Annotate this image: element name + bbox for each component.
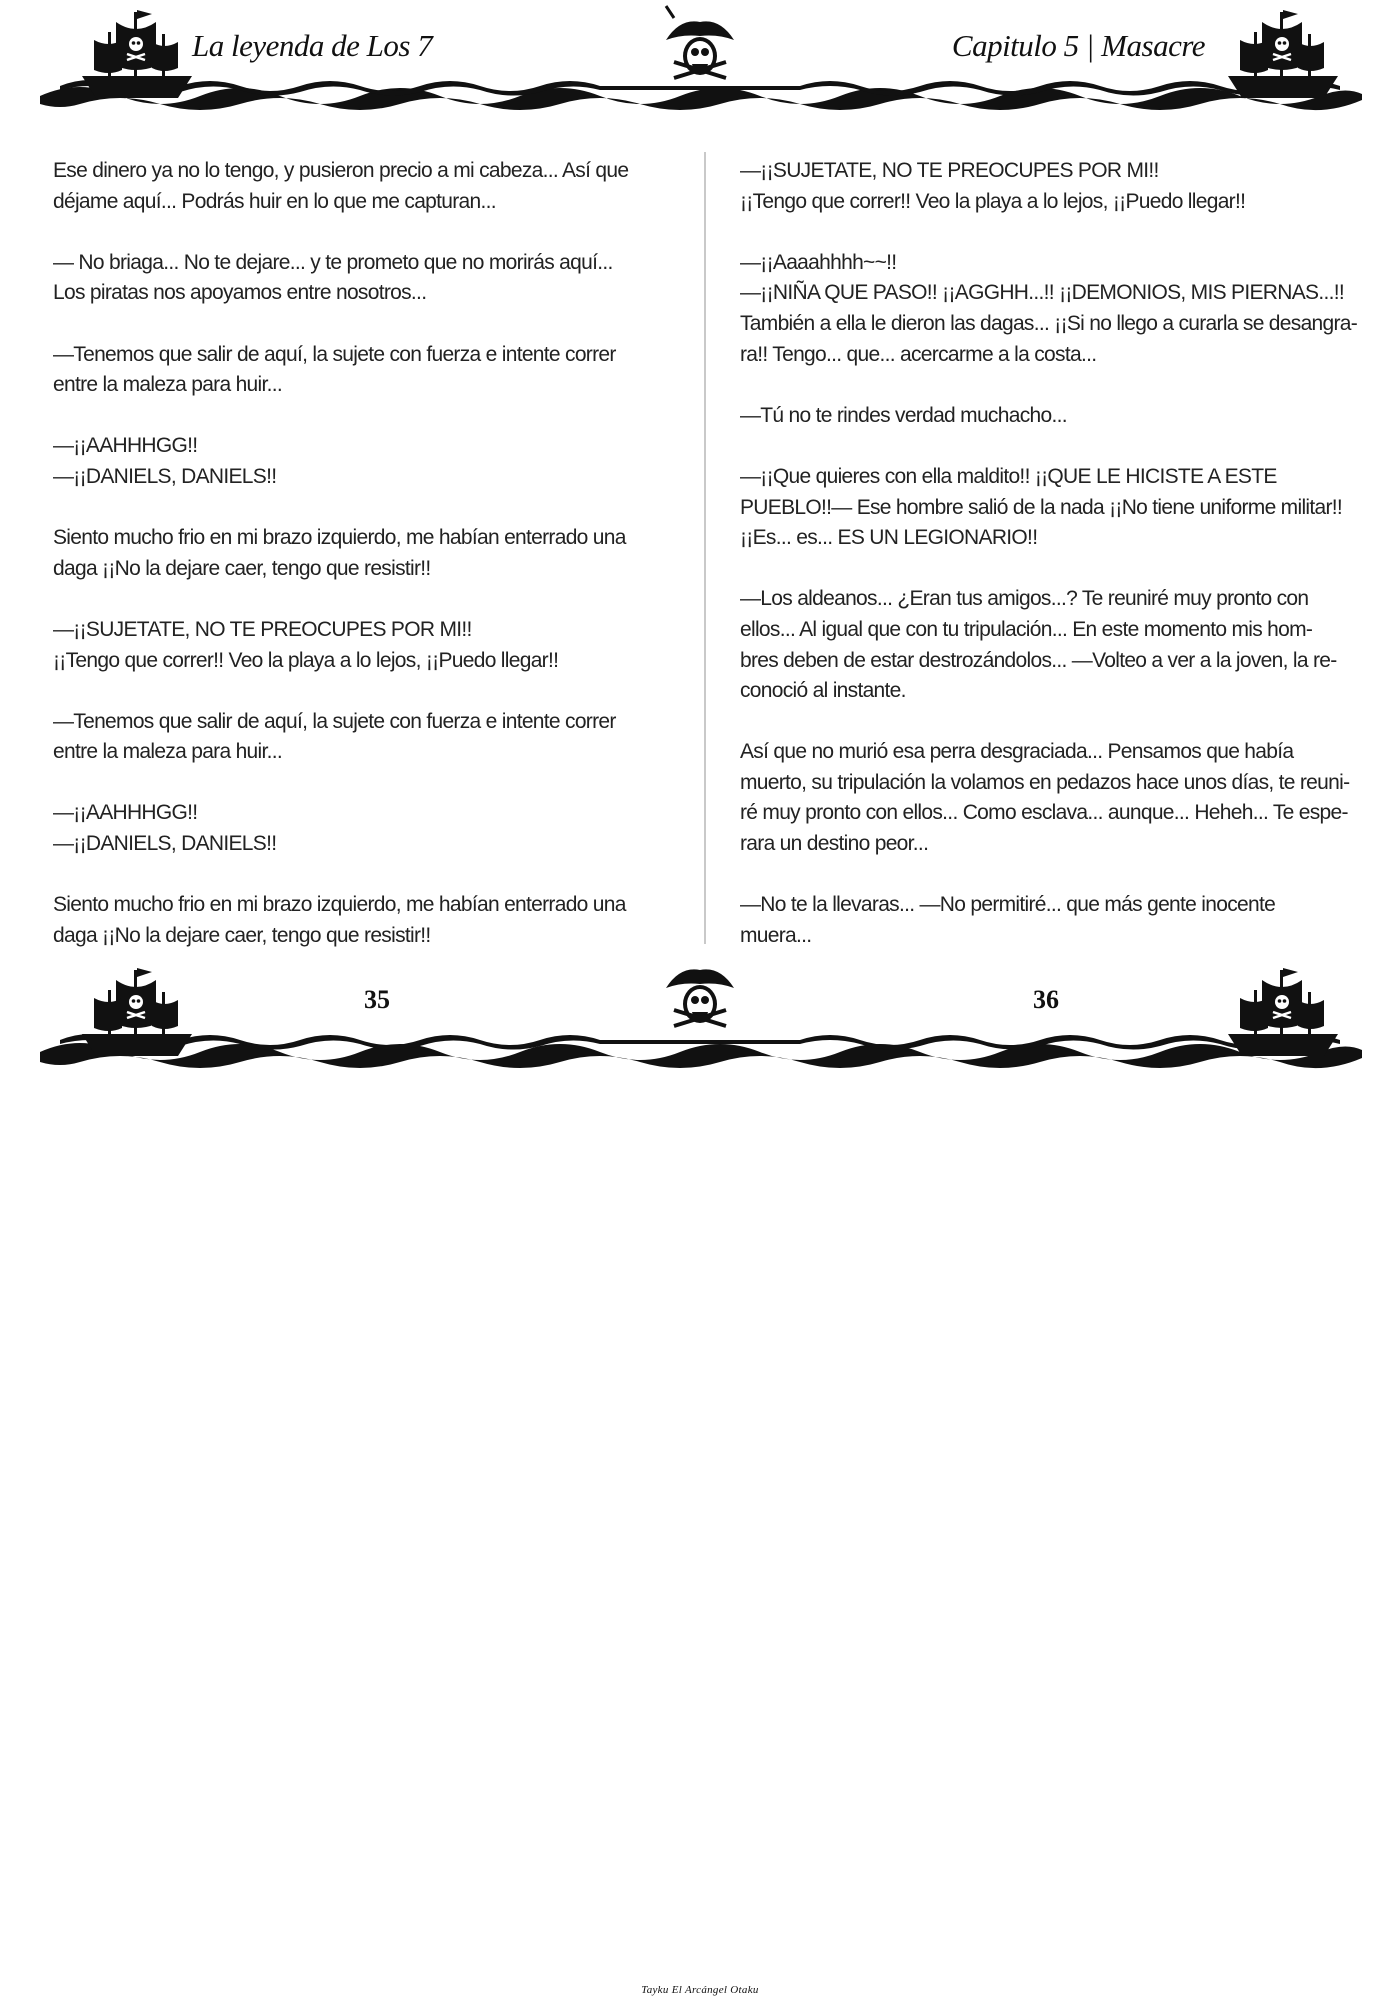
paragraph: —Los aldeanos... ¿Eran tus amigos...? Te reuniré muy pronto con ellos... Al igual que con tu tripulación... En este momento mis hom- bres deben de estar destrozándolos... —Volteo a ver a la joven, la re- conoció al instante. <box>740 587 1337 703</box>
paragraph: Ese dinero ya no lo tengo, y pusieron precio a mi cabeza... Así que déjame aquí... Podrás huir en lo que me capturan... <box>53 159 629 213</box>
paragraph: —¡¡Que quieres con ella maldito!! ¡¡QUE LE HICISTE A ESTE PUEBLO!!— Ese hombre salió de la nada ¡¡No tiene uniforme militar!! ¡¡Es... es... ES UN LEGIONARIO!! <box>740 464 1343 550</box>
chapter-title: Capitulo 5 | Masacre <box>951 28 1205 63</box>
page-number-left: 35 <box>364 985 390 1014</box>
right-page-column <box>740 156 1360 982</box>
pirate-ship-icon <box>82 968 192 1056</box>
left-page-column <box>53 156 653 982</box>
pirate-ship-icon <box>1228 10 1338 98</box>
paragraph: —Tenemos que salir de aquí, la sujete con fuerza e intente correr entre la maleza para huir... <box>53 342 616 397</box>
pirate-skull-hat-icon <box>666 6 734 78</box>
paragraph: —Tenemos que salir de aquí, la sujete con fuerza e intente correr entre la maleza para huir... <box>53 709 616 764</box>
paragraph: —¡¡Aaaahhhh~~!! —¡¡NIÑA QUE PASO!! ¡¡AGGHH...!! ¡¡DEMONIOS, MIS PIERNAS...!! También a ella le dieron las dagas... ¡¡Si no llego a curarla se desangra- ra!! Tengo... que... acercarme a la costa... <box>740 250 1358 366</box>
paragraph: Siento mucho frio en mi brazo izquierdo, me habían enterrado una daga ¡¡No la dejare caer, tengo que resistir!! <box>53 893 626 947</box>
paragraph: —¡¡AAHHHGG!! —¡¡DANIELS, DANIELS!! <box>53 434 277 488</box>
pirate-ship-icon <box>1228 968 1338 1056</box>
page-number-right: 36 <box>1033 985 1059 1014</box>
page-divider <box>704 152 706 944</box>
pirate-skull-hat-icon <box>666 969 734 1026</box>
paragraph: — No briaga... No te dejare... y te prometo que no morirás aquí... Los piratas nos apoyamos entre nosotros... <box>53 250 613 305</box>
paragraph: —No te la llevaras... —No permitiré... que más gente inocente muera... <box>740 893 1276 947</box>
book-title: La leyenda de Los 7 <box>192 28 433 63</box>
paragraph: —¡¡SUJETATE, NO TE PREOCUPES POR MI!! ¡¡Tengo que correr!! Veo la playa a lo lejos, ¡¡Puedo llegar!! <box>740 159 1246 213</box>
paragraph: —Tú no te rindes verdad muchacho... <box>740 403 1067 427</box>
page-header <box>0 0 1400 120</box>
paragraph: Así que no murió esa perra desgraciada... Pensamos que había muerto, su tripulación la volamos en pedazos hace unos días, te reuni- ré muy pronto con ellos... Como esclava... aunque... Heheh... Te espe- rara un destino peor... <box>740 740 1350 856</box>
page-footer <box>0 960 1400 1996</box>
footer-wave-border <box>0 960 1400 1082</box>
paragraph: —¡¡AAHHHGG!! —¡¡DANIELS, DANIELS!! <box>53 801 277 856</box>
author-signature: Tayku El Arcángel Otaku <box>641 1984 759 1996</box>
paragraph: —¡¡SUJETATE, NO TE PREOCUPES POR MI!! ¡¡Tengo que correr!! Veo la playa a lo lejos, ¡¡Puedo llegar!! <box>53 617 559 672</box>
pirate-ship-icon <box>82 10 192 98</box>
paragraph: Siento mucho frio en mi brazo izquierdo, me habían enterrado una daga ¡¡No la dejare caer, tengo que resistir!! <box>53 526 626 580</box>
